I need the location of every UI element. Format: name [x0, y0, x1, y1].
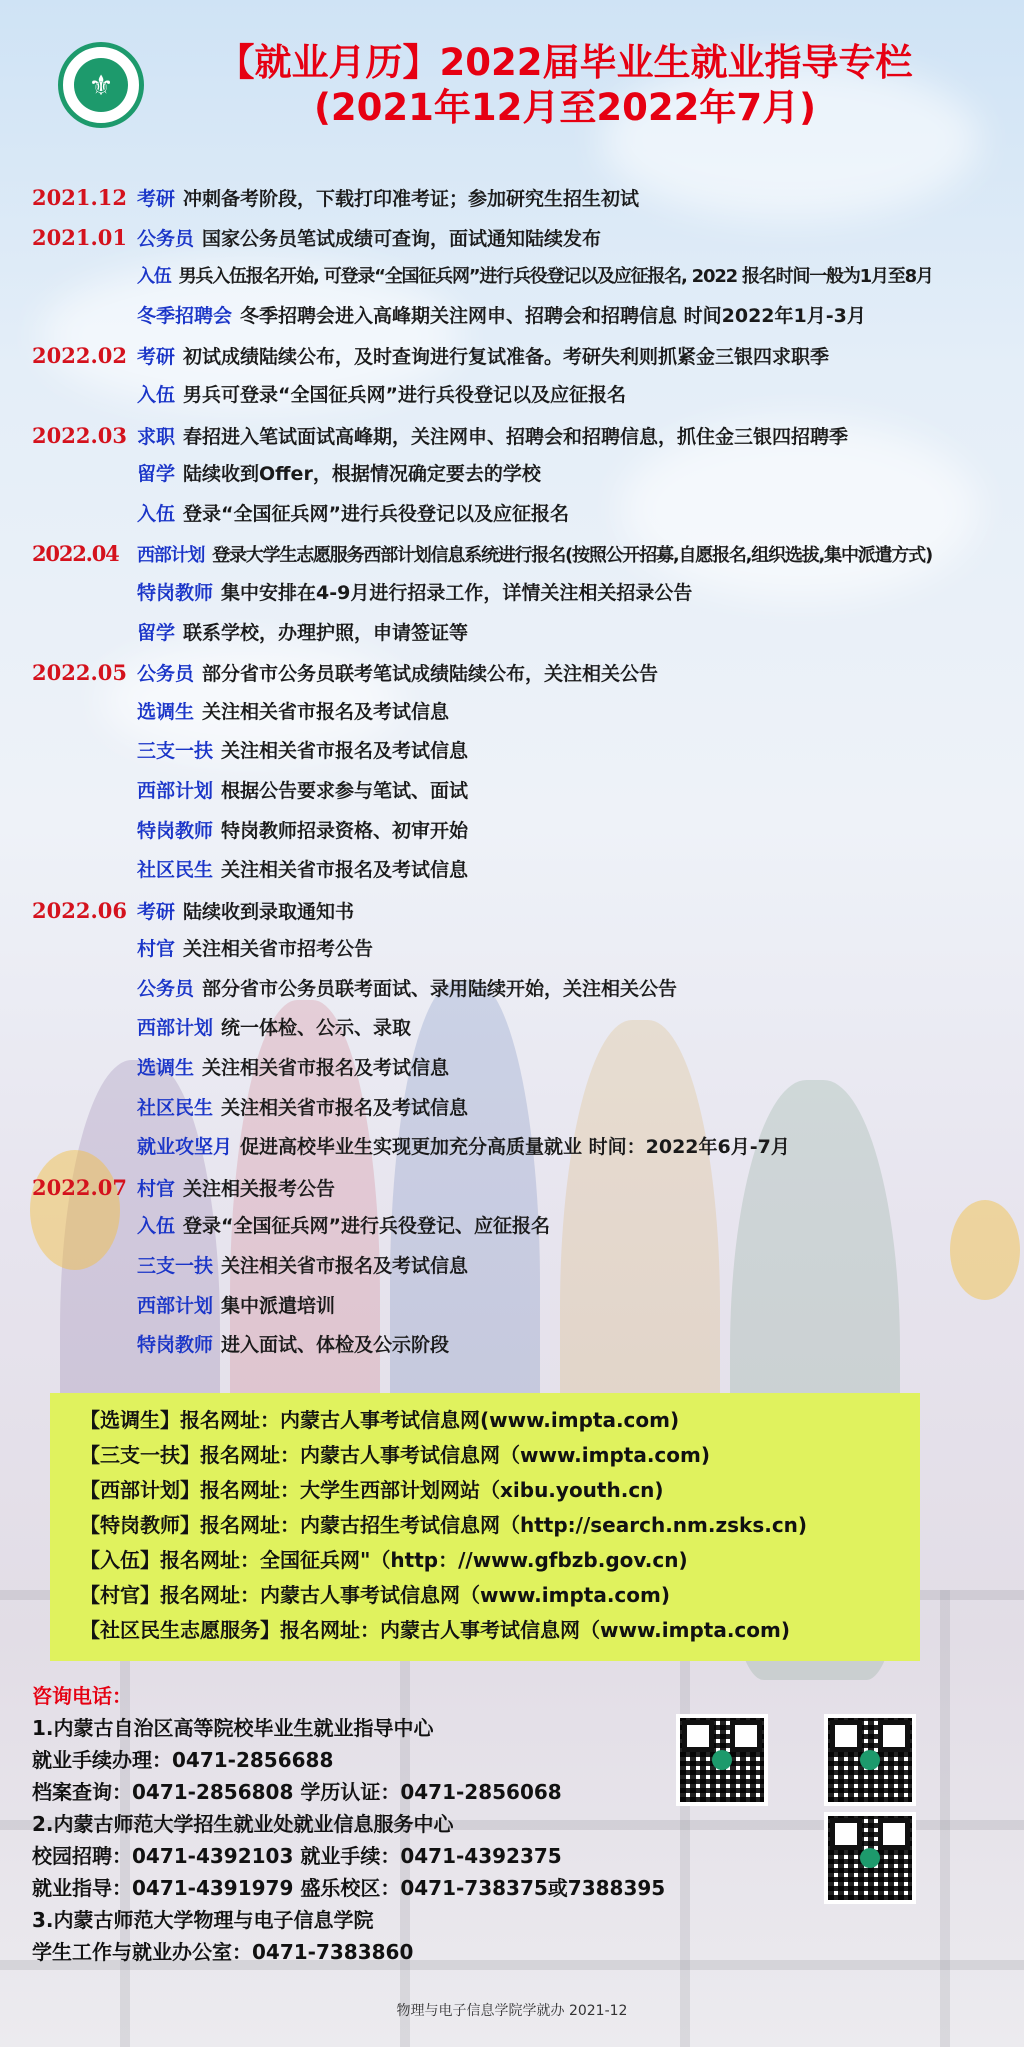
timeline-category: 就业攻坚月 [137, 1136, 233, 1159]
timeline-category: 特岗教师 [137, 819, 214, 842]
registration-link: 【社区民生志愿服务】报名网址：内蒙古人事考试信息网（www.impta.com) [80, 1618, 790, 1642]
title-line-2: (2021年12月至2022年7月) [313, 86, 816, 129]
timeline-text: 部分省市公务员联考面试、录用陆续开始，关注相关公告 [202, 977, 678, 1000]
timeline-text: 根据公告要求参与笔试、面试 [221, 779, 469, 802]
timeline-category: 社区民生 [137, 1096, 214, 1119]
timeline-category: 西部计划 [137, 779, 214, 802]
timeline-row [32, 178, 1012, 218]
timeline-text: 联系学校，办理护照，申请签证等 [183, 621, 469, 644]
timeline-category: 入伍 [137, 266, 171, 288]
timeline-row [32, 732, 1012, 772]
timeline-category: 三支一扶 [137, 1255, 214, 1278]
timeline-row [32, 297, 1012, 337]
timeline-category: 考研 [137, 346, 176, 369]
registration-link: 【入伍】报名网址：全国征兵网"（http：//www.gfbzb.gov.cn) [80, 1548, 688, 1572]
timeline-row [32, 218, 1012, 258]
timeline-row [32, 574, 1012, 614]
timeline-category: 求职 [137, 425, 176, 448]
registration-link: 【选调生】报名网址：内蒙古人事考试信息网(www.impta.com) [80, 1408, 680, 1432]
university-logo-icon: ⚜ [58, 42, 144, 128]
timeline-row [32, 1009, 1012, 1049]
timeline-text: 关注相关省市报名及考试信息 [221, 1255, 469, 1278]
timeline-category: 特岗教师 [137, 581, 214, 604]
timeline-row [32, 534, 1012, 574]
timeline-text: 关注相关省市报名及考试信息 [221, 740, 469, 763]
contact-line: 校园招聘：0471-4392103 就业手续：0471-4392375 [32, 1844, 562, 1868]
page-title [150, 40, 980, 130]
timeline-category: 留学 [137, 621, 176, 644]
timeline-text: 集中派遣培训 [221, 1294, 336, 1317]
timeline-text: 男兵可登录“全国征兵网”进行兵役登记以及应征报名 [183, 383, 626, 406]
timeline-category: 西部计划 [137, 545, 205, 567]
timeline-month: 2022.07 [32, 1174, 127, 1200]
timeline-text: 男兵入伍报名开始, 可登录“全国征兵网”进行兵役登记以及应征报名, 2022 报名时间一般为1月至8月 [178, 266, 933, 288]
timeline-text: 登录大学生志愿服务西部计划信息系统进行报名(按照公开招募,自愿报名,组织选拔,集中派遣方式) [212, 545, 932, 567]
timeline-category: 入伍 [137, 502, 176, 525]
timeline-row [32, 495, 1012, 535]
timeline-row [32, 1089, 1012, 1129]
timeline-row [32, 455, 1012, 495]
qr-code-3-icon [824, 1812, 916, 1904]
timeline-category: 考研 [137, 188, 176, 210]
registration-link: 【西部计划】报名网址：大学生西部计划网站（xibu.youth.cn) [80, 1478, 664, 1502]
timeline-row [32, 891, 1012, 931]
timeline-category: 入伍 [137, 383, 176, 406]
footer-credit: 物理与电子信息学院学就办 2021-12 [396, 2003, 628, 2019]
timeline-month: 2022.03 [32, 422, 127, 448]
contact-line: 就业手续办理：0471-2856688 [32, 1748, 334, 1772]
timeline-text: 陆续收到录取通知书 [183, 900, 355, 923]
timeline-text: 部分省市公务员联考笔试成绩陆续公布，关注相关公告 [202, 663, 659, 686]
timeline-category: 冬季招聘会 [137, 304, 233, 327]
timeline-row [32, 376, 1012, 416]
timeline-text: 陆续收到Offer，根据情况确定要去的学校 [183, 463, 541, 486]
timeline-text: 关注相关省市报名及考试信息 [202, 1057, 450, 1080]
registration-links-box [50, 1393, 920, 1661]
timeline-month: 2022.06 [32, 897, 127, 923]
timeline-row [32, 1247, 1012, 1287]
timeline-category: 公务员 [137, 977, 195, 1000]
employment-calendar [32, 178, 1012, 1366]
timeline-text: 冬季招聘会进入高峰期关注网申、招聘会和招聘信息 时间2022年1月-3月 [240, 304, 866, 327]
contact-section [32, 1680, 732, 1968]
timeline-row [32, 416, 1012, 456]
contact-line: 2.内蒙古师范大学招生就业处就业信息服务中心 [32, 1812, 454, 1836]
timeline-month: 2021.01 [32, 224, 127, 250]
timeline-category: 社区民生 [137, 859, 214, 882]
timeline-category: 西部计划 [137, 1017, 214, 1040]
timeline-text: 特岗教师招录资格、初审开始 [221, 819, 469, 842]
timeline-category: 公务员 [137, 227, 195, 250]
contact-line: 学生工作与就业办公室：0471-7383860 [32, 1940, 414, 1964]
timeline-category: 考研 [137, 900, 176, 923]
timeline-row [32, 1326, 1012, 1366]
contact-heading: 咨询电话： [32, 1684, 132, 1708]
timeline-row [32, 930, 1012, 970]
timeline-category: 西部计划 [137, 1294, 214, 1317]
timeline-text: 关注相关省市招考公告 [183, 938, 374, 961]
timeline-text: 关注相关报考公告 [183, 1177, 336, 1200]
registration-link: 【三支一扶】报名网址：内蒙古人事考试信息网（www.impta.com) [80, 1443, 710, 1467]
timeline-row [32, 1128, 1012, 1168]
timeline-row [32, 851, 1012, 891]
timeline-category: 留学 [137, 463, 176, 486]
timeline-text: 统一体检、公示、录取 [221, 1017, 412, 1040]
timeline-text: 登录“全国征兵网”进行兵役登记、应征报名 [183, 1215, 550, 1238]
timeline-month: 2021.12 [32, 185, 127, 210]
timeline-text: 关注相关省市报名及考试信息 [202, 700, 450, 723]
timeline-text: 进入面试、体检及公示阶段 [221, 1334, 450, 1357]
timeline-text: 集中安排在4-9月进行招录工作，详情关注相关招录公告 [221, 581, 693, 604]
timeline-category: 入伍 [137, 1215, 176, 1238]
timeline-category: 选调生 [137, 1057, 195, 1080]
timeline-row [32, 336, 1012, 376]
timeline-text: 关注相关省市报名及考试信息 [221, 1096, 469, 1119]
timeline-category: 公务员 [137, 663, 195, 686]
timeline-text: 关注相关省市报名及考试信息 [221, 859, 469, 882]
qr-code-1-icon [676, 1714, 768, 1806]
timeline-text: 初试成绩陆续公布，及时查询进行复试准备。考研失利则抓紧金三银四求职季 [183, 346, 830, 369]
timeline-category: 特岗教师 [137, 1334, 214, 1357]
contact-line: 3.内蒙古师范大学物理与电子信息学院 [32, 1908, 374, 1932]
registration-link: 【特岗教师】报名网址：内蒙古招生考试信息网（http://search.nm.zsks.cn) [80, 1513, 808, 1537]
timeline-row [32, 970, 1012, 1010]
timeline-category: 三支一扶 [137, 740, 214, 763]
contact-line: 档案查询：0471-2856808 学历认证：0471-2856068 [32, 1780, 562, 1804]
timeline-row [32, 1049, 1012, 1089]
timeline-row [32, 1168, 1012, 1208]
timeline-text: 春招进入笔试面试高峰期，关注网申、招聘会和招聘信息，抓住金三银四招聘季 [183, 425, 849, 448]
qr-code-2-icon [824, 1714, 916, 1806]
timeline-text: 国家公务员笔试成绩可查询，面试通知陆续发布 [202, 227, 602, 250]
timeline-row [32, 653, 1012, 693]
timeline-row [32, 812, 1012, 852]
timeline-text: 登录“全国征兵网”进行兵役登记以及应征报名 [183, 502, 569, 525]
timeline-text: 冲刺备考阶段，下载打印准考证；参加研究生招生初试 [183, 188, 640, 210]
contact-line: 1.内蒙古自治区高等院校毕业生就业指导中心 [32, 1716, 434, 1740]
timeline-row [32, 614, 1012, 654]
timeline-row [32, 257, 1012, 297]
timeline-row [32, 772, 1012, 812]
timeline-category: 村官 [137, 938, 176, 961]
timeline-category: 村官 [137, 1177, 176, 1200]
timeline-text: 促进高校毕业生实现更加充分高质量就业 时间：2022年6月-7月 [240, 1136, 790, 1159]
timeline-month: 2022.05 [32, 660, 127, 686]
title-line-1: 【就业月历】2022届毕业生就业指导专栏 [217, 41, 913, 84]
timeline-row [32, 693, 1012, 733]
timeline-row [32, 1207, 1012, 1247]
contact-line: 就业指导：0471-4391979 盛乐校区：0471-738375或7388395 [32, 1876, 666, 1900]
timeline-month: 2022.04 [32, 541, 119, 567]
timeline-row [32, 1287, 1012, 1327]
timeline-category: 选调生 [137, 700, 195, 723]
registration-link: 【村官】报名网址：内蒙古人事考试信息网（www.impta.com) [80, 1583, 670, 1607]
timeline-month: 2022.02 [32, 343, 127, 369]
